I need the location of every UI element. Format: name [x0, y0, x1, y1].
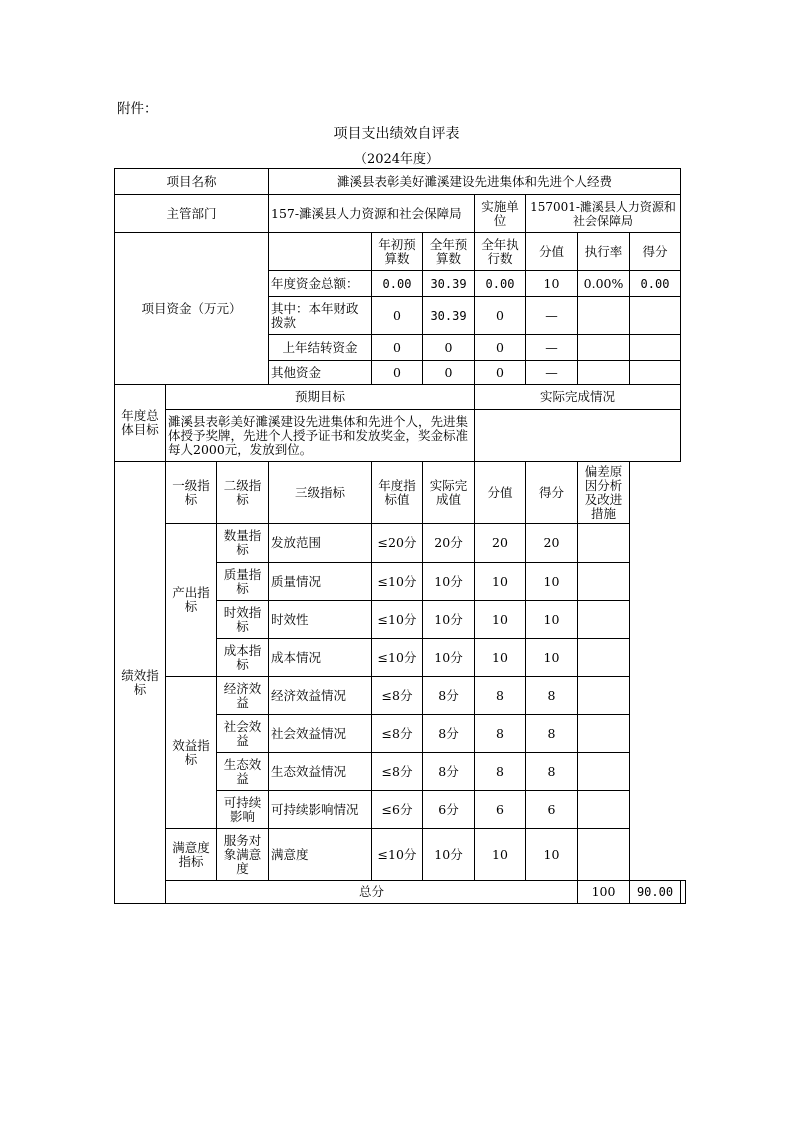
funds-annual: 30.39	[423, 297, 475, 335]
project-name-label: 项目名称	[115, 169, 269, 195]
perf-target: ≤10分	[372, 563, 423, 601]
perf-score-value: 6	[475, 791, 526, 829]
funds-rate	[578, 335, 630, 361]
funds-row-label: 上年结转资金	[269, 335, 372, 361]
perf-header-level3: 三级指标	[269, 462, 372, 524]
impl-unit-value: 157001-濉溪县人力资源和社会保障局	[526, 195, 681, 233]
perf-level2: 服务对象满意度	[217, 829, 269, 881]
total-label: 总分	[166, 881, 578, 904]
perf-actual: 8分	[423, 715, 475, 753]
perf-score: 6	[526, 791, 578, 829]
year-subtitle: （2024年度）	[353, 152, 440, 167]
perf-deviation	[578, 524, 630, 563]
perf-score-value: 8	[475, 677, 526, 715]
perf-score: 8	[526, 677, 578, 715]
perf-row	[115, 524, 686, 563]
perf-actual: 10分	[423, 829, 475, 881]
perf-score-value: 10	[475, 829, 526, 881]
row-perf-header	[115, 462, 686, 524]
funds-score	[630, 361, 681, 385]
perf-level2: 时效指标	[217, 601, 269, 639]
perf-level2: 质量指标	[217, 563, 269, 601]
perf-target: ≤20分	[372, 524, 423, 563]
funds-header-annual: 全年预算数	[423, 233, 475, 271]
perf-deviation	[578, 601, 630, 639]
perf-level3: 可持续影响情况	[269, 791, 372, 829]
perf-target: ≤8分	[372, 753, 423, 791]
funds-header-initial: 年初预算数	[372, 233, 423, 271]
funds-header-executed: 全年执行数	[475, 233, 526, 271]
row-project-name	[115, 169, 686, 195]
perf-deviation	[578, 563, 630, 601]
funds-row-label: 其中：本年财政拨款	[269, 297, 372, 335]
expected-goal-text: 濉溪县表彰美好濉溪建设先进集体和先进个人，先进集体授予奖牌，先进个人授予证书和发放奖金，奖金标准每人2000元，发放到位。	[166, 410, 475, 462]
perf-score-value: 8	[475, 715, 526, 753]
perf-header-score-value: 分值	[475, 462, 526, 524]
perf-deviation	[578, 677, 630, 715]
perf-deviation	[578, 715, 630, 753]
perf-row	[115, 829, 686, 881]
perf-target: ≤10分	[372, 601, 423, 639]
funds-label: 项目资金（万元）	[115, 233, 269, 385]
self-evaluation-table	[114, 168, 686, 904]
perf-actual: 10分	[423, 601, 475, 639]
perf-deviation	[578, 829, 630, 881]
funds-executed: 0	[475, 335, 526, 361]
perf-group-name: 产出指标	[166, 524, 217, 677]
funds-score	[630, 335, 681, 361]
perf-level2: 社会效益	[217, 715, 269, 753]
perf-score: 8	[526, 715, 578, 753]
perf-score: 10	[526, 639, 578, 677]
perf-score-value: 10	[475, 639, 526, 677]
perf-score: 8	[526, 753, 578, 791]
funds-header-blank	[269, 233, 372, 271]
project-name-value: 濉溪县表彰美好濉溪建设先进集体和先进个人经费	[269, 169, 681, 195]
goal-label: 年度总体目标	[115, 385, 166, 462]
perf-score: 10	[526, 563, 578, 601]
perf-level2: 成本指标	[217, 639, 269, 677]
dept-label: 主管部门	[115, 195, 269, 233]
funds-score-value: —	[526, 297, 578, 335]
funds-score-value: —	[526, 335, 578, 361]
perf-group-name: 效益指标	[166, 677, 217, 829]
perf-score: 20	[526, 524, 578, 563]
perf-target: ≤8分	[372, 715, 423, 753]
funds-score-value: —	[526, 361, 578, 385]
funds-rate	[578, 361, 630, 385]
perf-level3: 发放范围	[269, 524, 372, 563]
perf-target: ≤6分	[372, 791, 423, 829]
perf-level2: 生态效益	[217, 753, 269, 791]
funds-executed: 0.00	[475, 271, 526, 297]
perf-level3: 生态效益情况	[269, 753, 372, 791]
funds-score	[630, 297, 681, 335]
dept-value: 157-濉溪县人力资源和社会保障局	[269, 195, 475, 233]
perf-target: ≤8分	[372, 677, 423, 715]
actual-completion-header: 实际完成情况	[475, 385, 681, 410]
row-department	[115, 195, 686, 233]
perf-header-actual: 实际完成值	[423, 462, 475, 524]
funds-executed: 0	[475, 297, 526, 335]
row-funds-header	[115, 233, 686, 271]
funds-initial: 0	[372, 335, 423, 361]
perf-actual: 6分	[423, 791, 475, 829]
funds-annual: 30.39	[423, 271, 475, 297]
perf-deviation	[578, 753, 630, 791]
total-deviation	[681, 881, 686, 904]
impl-unit-label: 实施单位	[475, 195, 526, 233]
perf-level3: 经济效益情况	[269, 677, 372, 715]
perf-score-value: 10	[475, 563, 526, 601]
perf-level2: 可持续影响	[217, 791, 269, 829]
perf-score-value: 20	[475, 524, 526, 563]
funds-annual: 0	[423, 361, 475, 385]
row-goal-content	[115, 410, 686, 462]
perf-header-target: 年度指标值	[372, 462, 423, 524]
funds-rate	[578, 297, 630, 335]
page-title: 项目支出绩效自评表	[333, 126, 460, 142]
perf-score: 10	[526, 601, 578, 639]
perf-header-deviation: 偏差原因分析及改进措施	[578, 462, 630, 524]
funds-annual: 0	[423, 335, 475, 361]
perf-level3: 满意度	[269, 829, 372, 881]
perf-deviation	[578, 791, 630, 829]
perf-actual: 10分	[423, 563, 475, 601]
perf-score-value: 8	[475, 753, 526, 791]
perf-target: ≤10分	[372, 829, 423, 881]
perf-row	[115, 677, 686, 715]
funds-row-label: 其他资金	[269, 361, 372, 385]
perf-actual: 10分	[423, 639, 475, 677]
perf-level2: 经济效益	[217, 677, 269, 715]
perf-level3: 社会效益情况	[269, 715, 372, 753]
perf-level3: 质量情况	[269, 563, 372, 601]
perf-level3: 时效性	[269, 601, 372, 639]
total-score-value: 100	[578, 881, 630, 904]
perf-header-level1: 一级指标	[166, 462, 217, 524]
perf-target: ≤10分	[372, 639, 423, 677]
row-goal-header	[115, 385, 686, 410]
funds-initial: 0.00	[372, 271, 423, 297]
perf-header-score: 得分	[526, 462, 578, 524]
funds-header-score-value: 分值	[526, 233, 578, 271]
funds-score-value: 10	[526, 271, 578, 297]
perf-score: 10	[526, 829, 578, 881]
perf-score-value: 10	[475, 601, 526, 639]
funds-row-label: 年度资金总额：	[269, 271, 372, 297]
funds-initial: 0	[372, 297, 423, 335]
perf-deviation	[578, 639, 630, 677]
attachment-label: 附件：	[117, 101, 158, 117]
funds-rate: 0.00%	[578, 271, 630, 297]
funds-initial: 0	[372, 361, 423, 385]
perf-label: 绩效指标	[115, 462, 166, 904]
funds-score: 0.00	[630, 271, 681, 297]
actual-completion-text	[475, 410, 681, 462]
total-score: 90.00	[630, 881, 681, 904]
perf-level2: 数量指标	[217, 524, 269, 563]
perf-group-name: 满意度指标	[166, 829, 217, 881]
funds-header-rate: 执行率	[578, 233, 630, 271]
perf-actual: 8分	[423, 677, 475, 715]
perf-header-level2: 二级指标	[217, 462, 269, 524]
row-total	[115, 881, 686, 904]
perf-level3: 成本情况	[269, 639, 372, 677]
expected-goal-header: 预期目标	[166, 385, 475, 410]
funds-executed: 0	[475, 361, 526, 385]
perf-actual: 8分	[423, 753, 475, 791]
perf-actual: 20分	[423, 524, 475, 563]
funds-header-score: 得分	[630, 233, 681, 271]
